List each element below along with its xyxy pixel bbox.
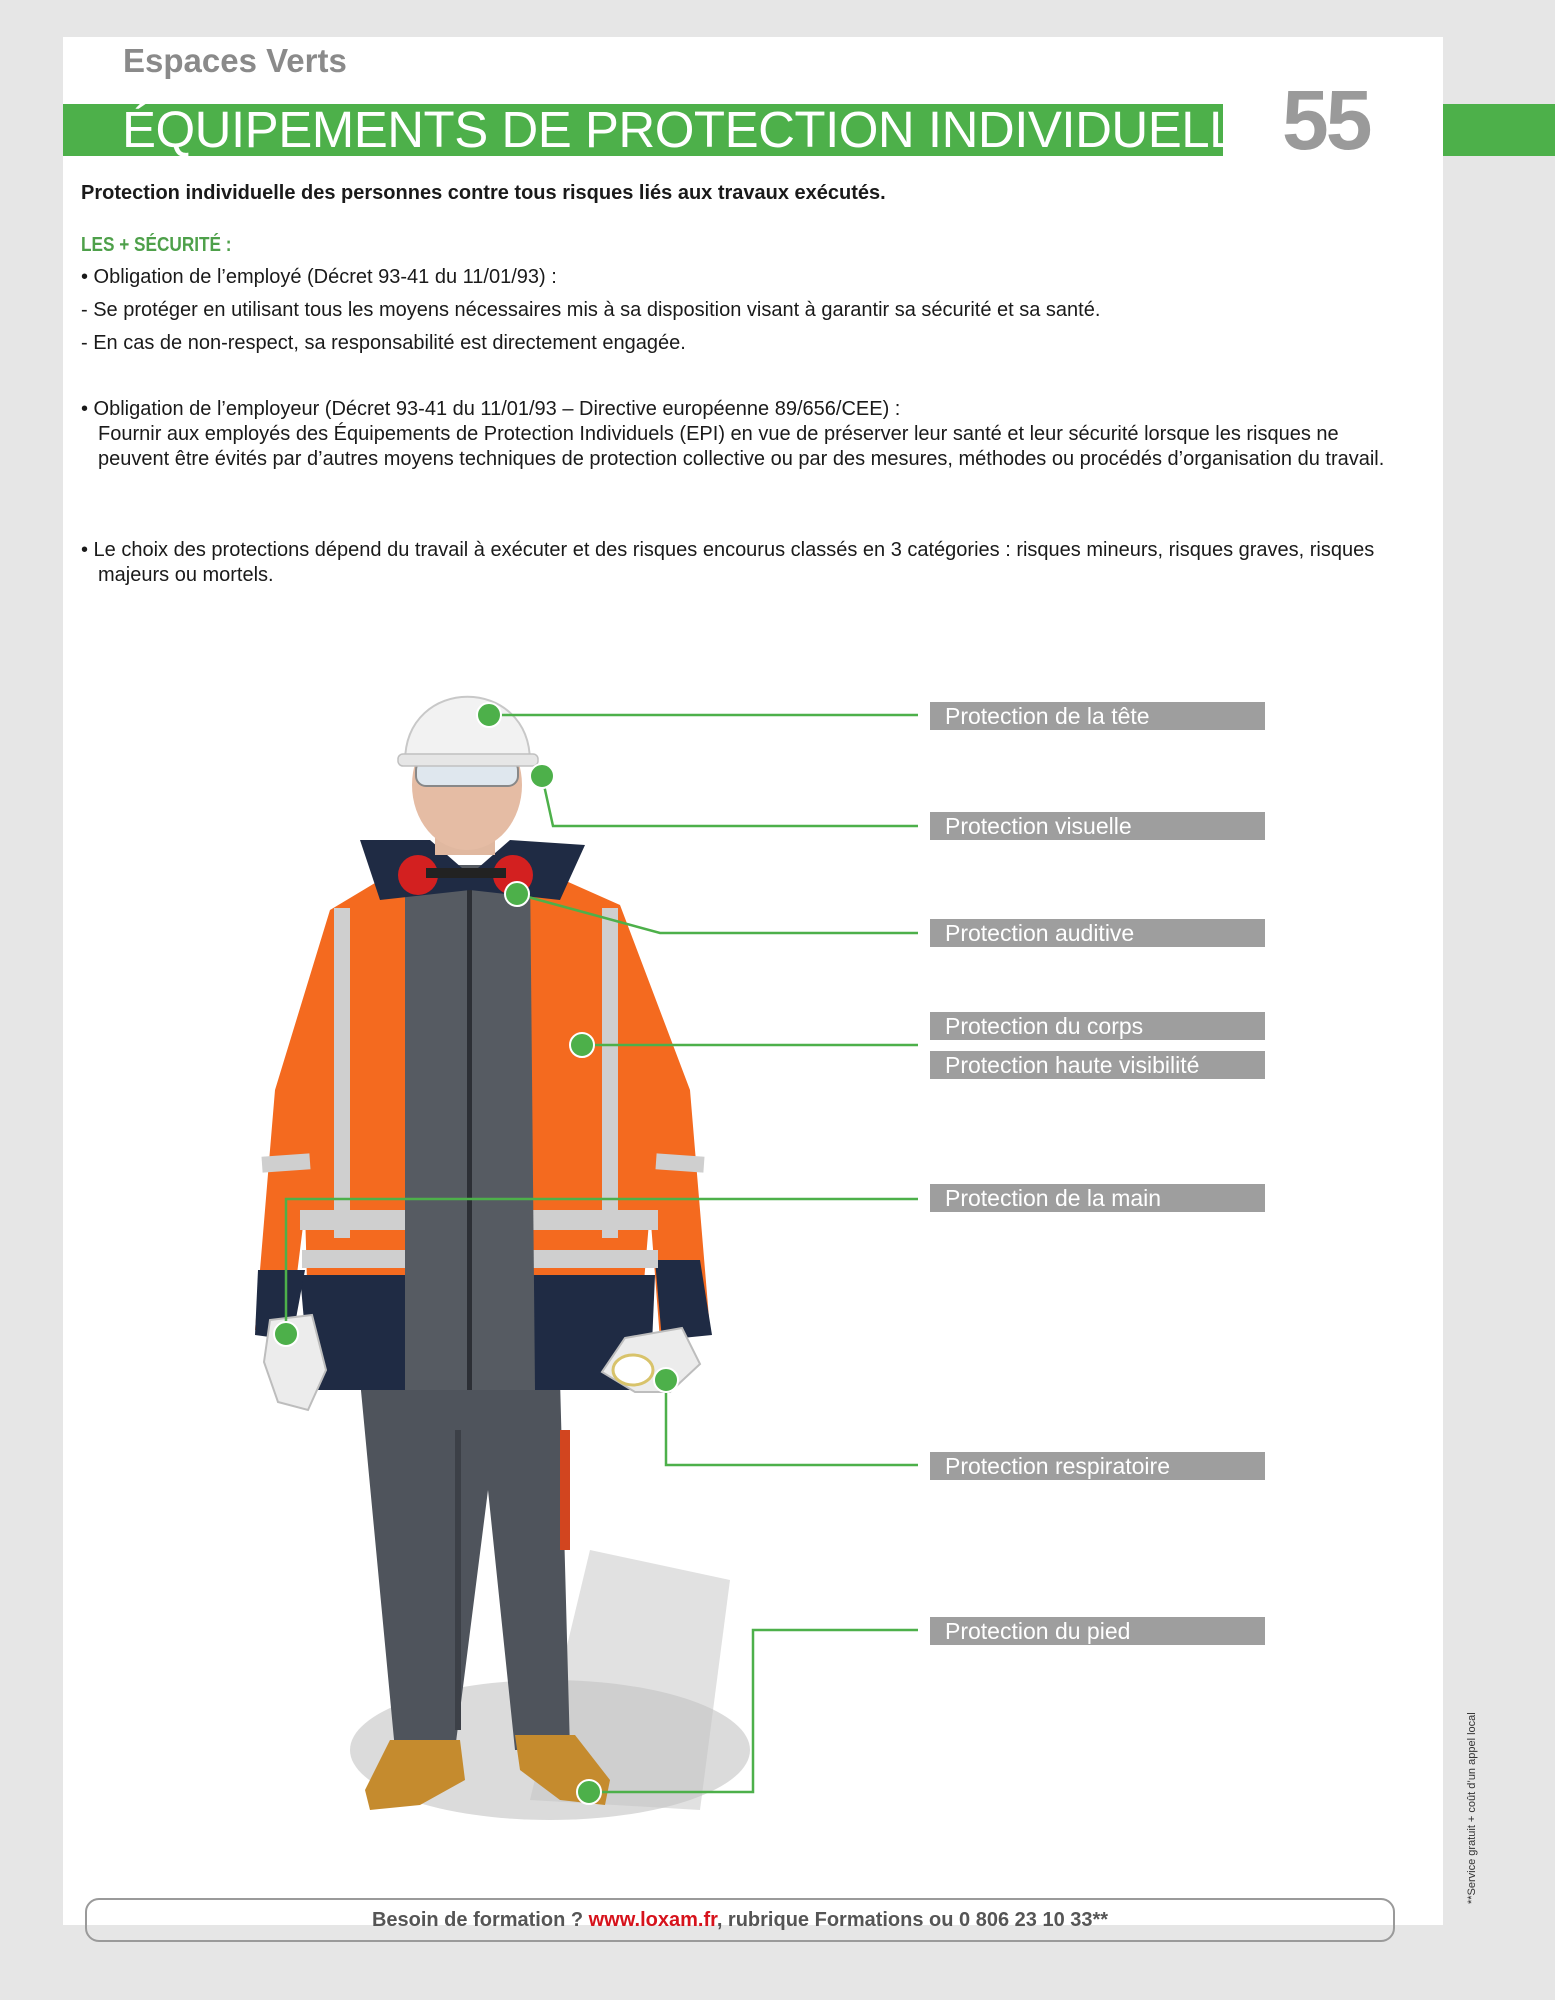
section-name: Espaces Verts: [123, 42, 347, 79]
dot-hand: [274, 1322, 298, 1346]
dot-body: [570, 1033, 594, 1057]
leader-hearing: [517, 894, 918, 933]
leader-foot: [589, 1630, 918, 1792]
label-body: Protection du corps: [930, 1012, 1265, 1040]
security-heading: LES + SÉCURITÉ :: [81, 234, 232, 256]
page-title: ÉQUIPEMENTS DE PROTECTION INDIVIDUELLE: [122, 101, 1271, 158]
employer-obligation: • Obligation de l’employeur (Décret 93-41 du 11/01/93 – Directive européenne 89/656/CEE) :: [81, 398, 901, 420]
page-number: 55: [1282, 73, 1370, 167]
employer-detail: Fournir aux employés des Équipements de Protection Individuels (EPI) en vue de préserver leur santé et leur sécurité lorsque les risques ne peuvent être évités par d’autres moyens techniques de protection collective ou par des mesures, méthodes ou procédés d’organisation du travail.: [98, 423, 1385, 470]
label-foot: Protection du pied: [930, 1617, 1265, 1645]
dot-head: [477, 703, 501, 727]
leader-respiratory: [666, 1380, 918, 1465]
intro-text: Protection individuelle des personnes contre tous risques liés aux travaux exécutés.: [81, 182, 886, 204]
footer-prefix: Besoin de formation ?: [371, 1909, 589, 1931]
label-eyes: Protection visuelle: [930, 812, 1265, 840]
footer-training-banner: [85, 1898, 1395, 1942]
label-hearing: Protection auditive: [930, 919, 1265, 947]
leader-hand: [286, 1199, 918, 1334]
risk-choice: • Le choix des protections dépend du travail à exécuter et des risques encourus classés en 3 catégories : risques mineurs, risques graves, risques majeurs ou mortels.: [81, 539, 1375, 586]
leader-eyes: [542, 776, 918, 826]
footer-suffix: , rubrique Formations ou 0 806 23 10 33**: [716, 1909, 1109, 1931]
dot-respiratory: [654, 1368, 678, 1392]
employee-point-1: - Se protéger en utilisant tous les moyens nécessaires mis à sa disposition visant à garantir sa sécurité et sa santé.: [81, 299, 1101, 321]
loxam-link[interactable]: www.loxam.fr: [588, 1909, 717, 1931]
label-respiratory: Protection respiratoire: [930, 1452, 1265, 1480]
dot-foot: [577, 1780, 601, 1804]
employee-obligation: • Obligation de l’employé (Décret 93-41 du 11/01/93) :: [81, 266, 557, 288]
employee-point-2: - En cas de non-respect, sa responsabilité est directement engagée.: [81, 332, 686, 354]
dot-eyes: [530, 764, 554, 788]
side-footnote: **Service gratuit + coût d’un appel local: [1466, 1712, 1478, 1904]
dot-hearing: [505, 882, 529, 906]
label-hand: Protection de la main: [930, 1184, 1265, 1212]
label-head: Protection de la tête: [930, 702, 1265, 730]
label-visibility: Protection haute visibilité: [930, 1051, 1265, 1079]
